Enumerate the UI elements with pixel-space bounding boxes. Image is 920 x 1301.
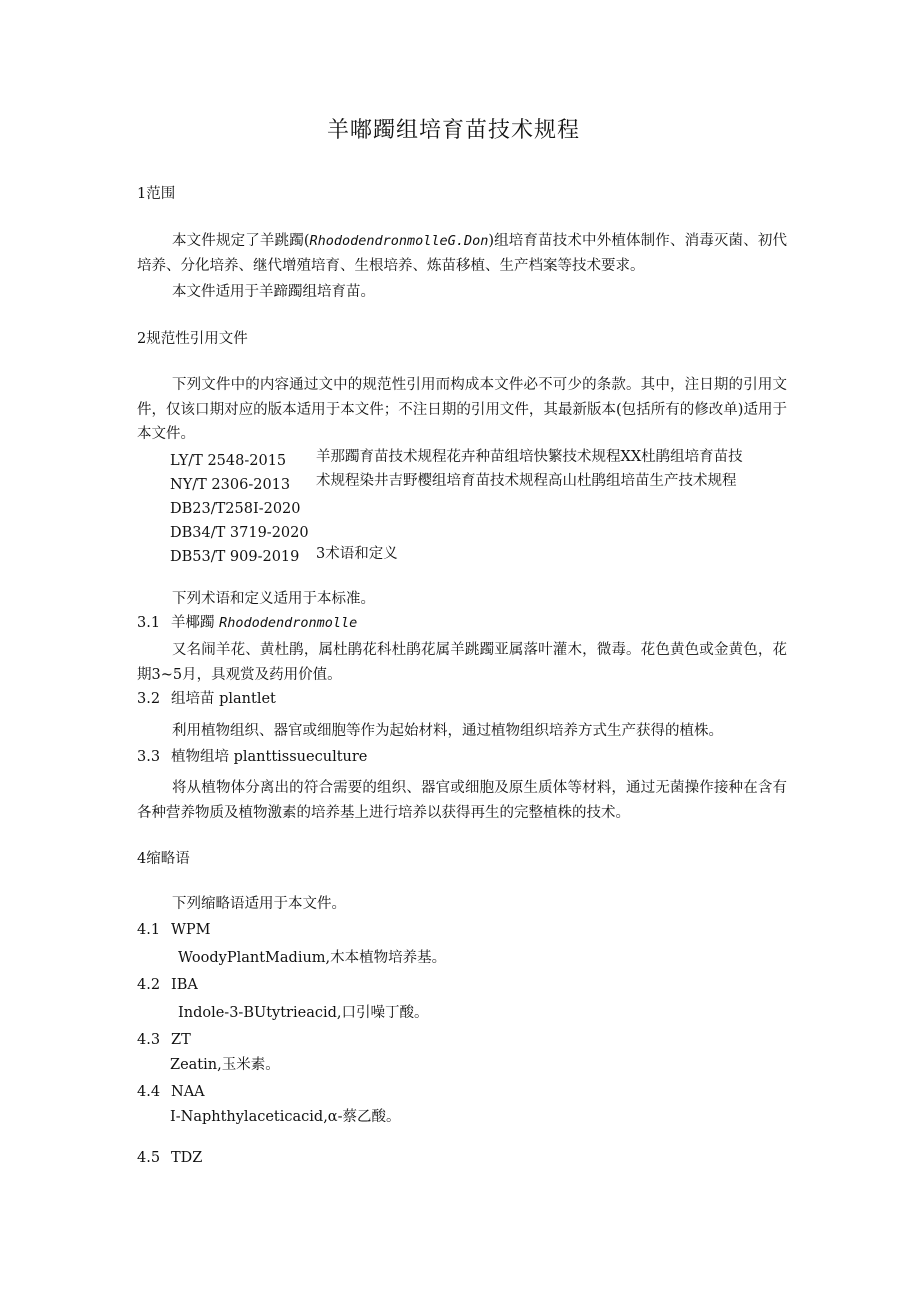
section-3-heading: 3术语和定义 xyxy=(316,546,398,562)
term-3-1-definition: 又名闹羊花、黄杜鹃，属杜鹃花科杜鹃花属羊跳躅亚属落叶灌木，微毒。花色黄色或金黄色，花期3~5月，具观赏及药用价值。 xyxy=(137,642,787,683)
s1-p1-before: 本文件规定了羊跳躅( xyxy=(172,233,310,249)
term-3-1-label: 羊椰躅 xyxy=(171,615,215,631)
abbr-4-5-number: 4.5 xyxy=(137,1150,161,1166)
abbr-4-1 xyxy=(137,922,211,939)
ref-titles-line-2: 术规程染井吉野樱组培育苗技术规程高山杜鹃组培苗生产技术规程 xyxy=(316,473,737,489)
s1-p1-latin: RhododendronmolleG.Don xyxy=(309,233,489,249)
abbr-4-3 xyxy=(137,1032,191,1049)
abbr-4-1-desc: WoodyPlantMadium,木本植物培养基。 xyxy=(178,950,447,966)
section-2-paragraph-1: 下列文件中的内容通过文中的规范性引用而构成本文件必不可少的条款。其中，注日期的引用文件，仅该口期对应的版本适用于本文件；不注日期的引用文件，其最新版本(包括所有的修改单)适用于本文件。 xyxy=(137,377,787,442)
section-2-heading: 2规范性引用文件 xyxy=(137,331,248,347)
section-4-heading: 4缩略语 xyxy=(137,851,190,867)
page-title: 羊嘟躅组培育苗技术规程 xyxy=(327,118,581,143)
term-3-2-number: 3.2 xyxy=(137,691,161,707)
ref-code-1: LY/T 2548-2015 xyxy=(170,453,287,469)
term-3-1-latin: Rhododendronmolle xyxy=(219,615,358,631)
ref-code-2: NY/T 2306-2013 xyxy=(170,477,291,493)
abbr-4-5-term: TDZ xyxy=(171,1150,203,1166)
abbr-4-2-term: IBA xyxy=(171,977,198,993)
abbr-4-2 xyxy=(137,977,198,994)
ref-code-3: DB23/T258I-2020 xyxy=(170,501,301,517)
term-3-3-number: 3.3 xyxy=(137,749,161,765)
term-3-2-definition: 利用植物组织、器官或细胞等作为起始材料，通过植物组织培养方式生产获得的植株。 xyxy=(172,723,723,739)
section-1-paragraph-2: 本文件适用于羊蹄躅组培育苗。 xyxy=(172,284,375,300)
s1-p1-after: )组培育苗技术中外植体制作、消毒灭菌、初代培养、分化培养、继代增殖培育、生根培养、炼苗移植、生产档案等技术要求。 xyxy=(137,233,788,274)
abbr-4-1-term: WPM xyxy=(171,922,211,938)
abbr-4-2-desc: Indole-3-BUtytrieacid,口引噪丁酸。 xyxy=(178,1005,429,1021)
term-3-2 xyxy=(137,691,276,708)
abbr-4-4 xyxy=(137,1084,205,1101)
abbr-4-4-desc: I-Naphthylaceticacid,α-蔡乙酸。 xyxy=(170,1109,401,1125)
ref-code-5: DB53/T 909-2019 xyxy=(170,549,300,565)
term-3-2-label: 组培苗 plantlet xyxy=(171,691,276,707)
abbr-4-4-term: NAA xyxy=(171,1084,205,1100)
section-1-paragraph-1 xyxy=(137,229,787,278)
abbr-4-2-number: 4.2 xyxy=(137,977,161,993)
abbr-4-3-desc: Zeatin,玉米素。 xyxy=(170,1057,280,1073)
term-3-1 xyxy=(137,615,357,632)
term-3-1-number: 3.1 xyxy=(137,615,161,631)
abbr-4-3-term: ZT xyxy=(171,1032,191,1048)
abbr-4-1-number: 4.1 xyxy=(137,922,161,938)
section-1-heading: 1范围 xyxy=(137,186,176,202)
abbr-4-3-number: 4.3 xyxy=(137,1032,161,1048)
abbr-4-5 xyxy=(137,1150,202,1167)
ref-titles-line-1: 羊那躅育苗技术规程花卉种苗组培快繁技术规程XX杜鹃组培育苗技 xyxy=(316,449,743,465)
section-4-intro: 下列缩略语适用于本文件。 xyxy=(172,896,346,912)
abbr-4-4-number: 4.4 xyxy=(137,1084,161,1100)
ref-code-4: DB34/T 3719-2020 xyxy=(170,525,309,541)
term-3-3-label: 植物组培 planttissueculture xyxy=(171,749,368,765)
section-3-intro: 下列术语和定义适用于本标准。 xyxy=(172,591,375,607)
term-3-3 xyxy=(137,749,367,766)
term-3-3-definition: 将从植物体分离出的符合需要的组织、器官或细胞及原生质体等材料，通过无菌操作接种在含有各种营养物质及植物激素的培养基上进行培养以获得再生的完整植株的技术。 xyxy=(137,780,787,821)
